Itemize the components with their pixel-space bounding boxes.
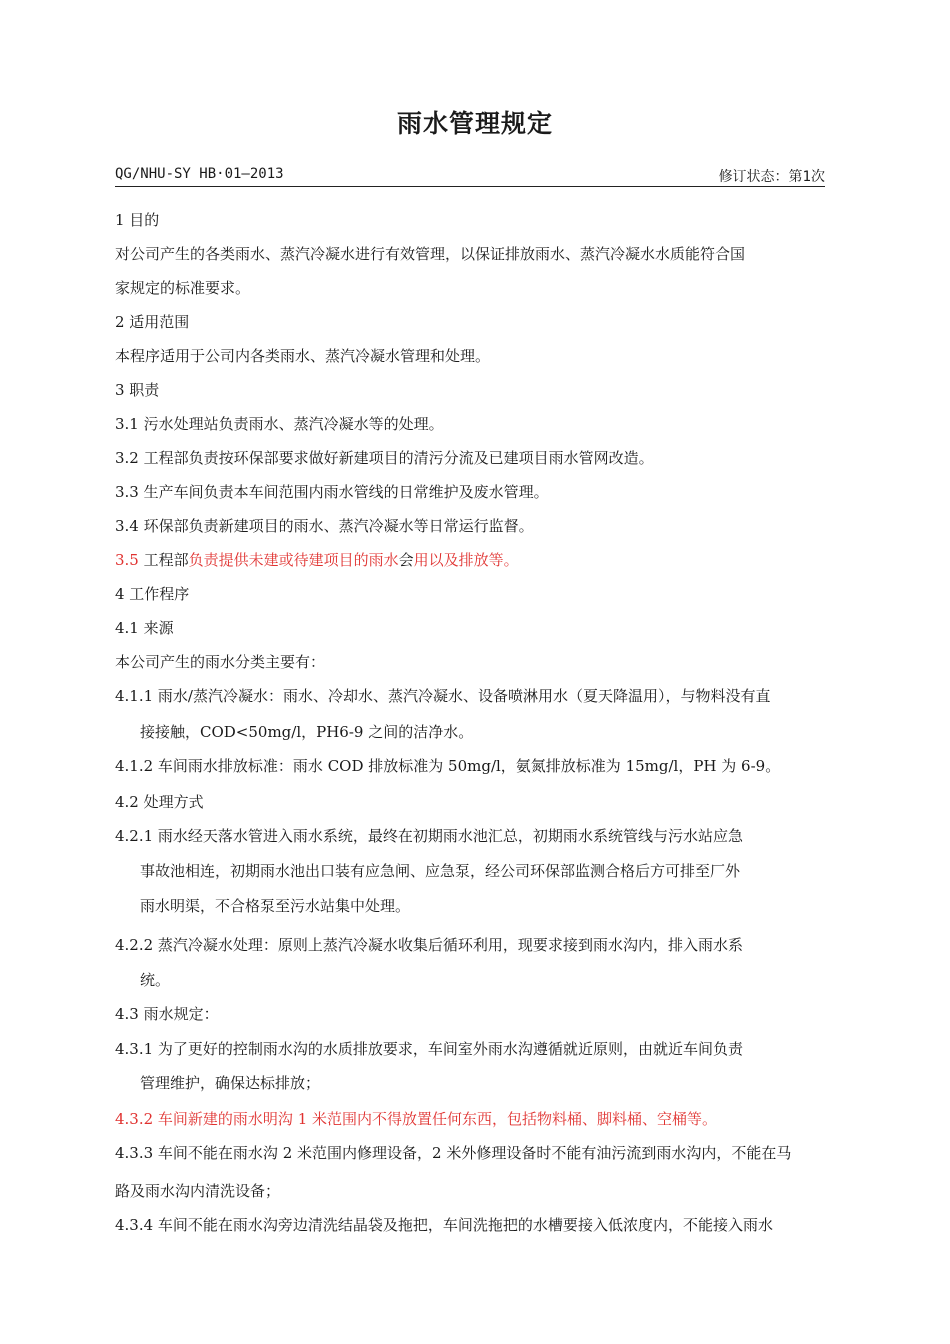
text-line: 本程序适用于公司内各类雨水、蒸汽冷凝水管理和处理。 [115,347,491,365]
text-line: 4 工作程序 [115,585,190,603]
text-line: 接接触，COD<50mg/l，PH6-9 之间的洁净水。 [140,723,474,741]
text-line: 管理维护，确保达标排放； [140,1074,321,1092]
text-line: 雨水明渠，不合格泵至污水站集中处理。 [140,897,411,915]
text-line: 3 职责 [115,381,160,399]
revision-status: 修订状态：第1次 [718,169,825,185]
text-line: 4.3.4 车间不能在雨水沟旁边清洗结晶袋及拖把，车间洗拖把的水槽要接入低浓度内，不能接入雨水 [115,1216,773,1234]
document-code: QG/NHU-SY HB·01—2013 [115,166,284,182]
text-line: 本公司产生的雨水分类主要有： [115,653,326,671]
page-title: 雨水管理规定 [396,109,553,138]
text-line: 4.2.1 雨水经天落水管进入雨水系统，最终在初期雨水池汇总，初期雨水系统管线与污水站应急 [115,827,743,845]
text-line: 2 适用范围 [115,313,190,331]
text-line: 4.3.1 为了更好的控制雨水沟的水质排放要求，车间室外雨水沟遵循就近原则，由就近车间负责 [115,1040,743,1058]
text-line [115,550,519,570]
text-line: 4.1 来源 [115,619,174,637]
text-line: 1 目的 [115,211,160,229]
text-segment: 3.5 [115,551,144,569]
text-line: 4.3.2 车间新建的雨水明沟 1 米范围内不得放置任何东西，包括物料桶、脚料桶、空桶等。 [115,1110,718,1128]
text-line: 3.3 生产车间负责本车间范围内雨水管线的日常维护及废水管理。 [115,483,549,501]
text-line: 4.3 雨水规定： [115,1005,219,1023]
text-segment: 工程部 [143,551,189,569]
text-line: 4.1.1 雨水/蒸汽冷凝水：雨水、冷却水、蒸汽冷凝水、设备喷淋用水（夏天降温用），与物料没有直 [115,687,771,705]
text-line: 路及雨水沟内清洗设备； [115,1182,281,1200]
text-segment: 用以及排放等。 [413,551,519,569]
text-line: 家规定的标准要求。 [115,279,251,297]
text-line: 4.2 处理方式 [115,793,204,811]
text-line: 4.2.2 蒸汽冷凝水处理：原则上蒸汽冷凝水收集后循环利用，现要求接到雨水沟内，排入雨水系 [115,936,743,954]
text-line: 统。 [140,971,171,989]
text-line: 3.1 污水处理站负责雨水、蒸汽冷凝水等的处理。 [115,415,444,433]
text-line: 对公司产生的各类雨水、蒸汽冷凝水进行有效管理，以保证排放雨水、蒸汽冷凝水水质能符合国 [115,245,746,263]
text-line: 3.2 工程部负责按环保部要求做好新建项目的清污分流及已建项目雨水管网改造。 [115,449,654,467]
text-segment: 负责提供未建或待建项目的雨水 [188,551,399,569]
text-line: 事故池相连，初期雨水池出口装有应急闸、应急泵，经公司环保部监测合格后方可排至厂外 [140,862,741,880]
document-header-line [115,166,825,187]
text-line: 4.3.3 车间不能在雨水沟 2 米范围内修理设备，2 米外修理设备时不能有油污流到雨水沟内，不能在马 [115,1144,792,1162]
text-line: 4.1.2 车间雨水排放标准：雨水 COD 排放标准为 50mg/l，氨氮排放标准为 15mg/l，PH 为 6-9。 [115,757,781,775]
text-line: 3.4 环保部负责新建项目的雨水、蒸汽冷凝水等日常运行监督。 [115,517,534,535]
text-segment: 会 [398,551,414,569]
